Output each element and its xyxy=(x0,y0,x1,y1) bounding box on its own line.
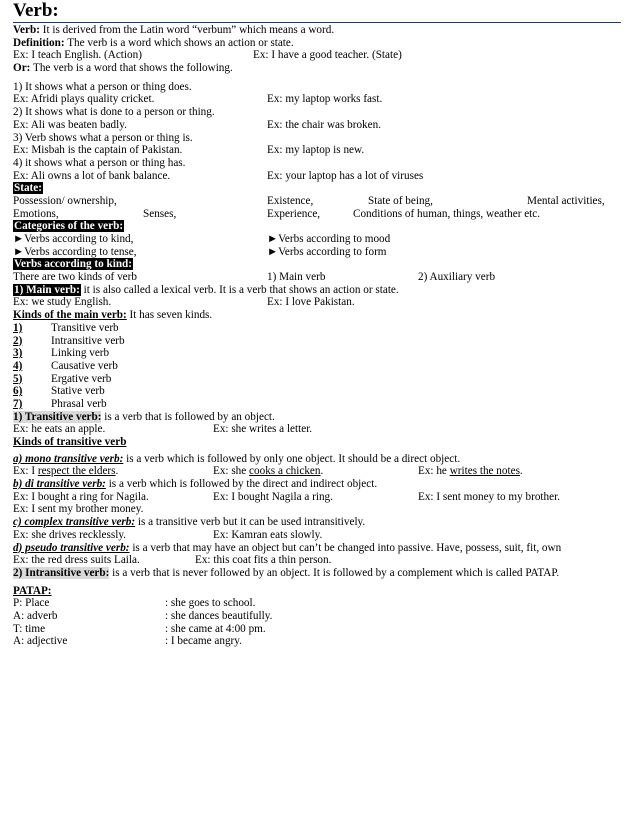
mono-transitive-text: is a verb which is followed by only one object. It should be a direct object. xyxy=(123,452,461,465)
mono-transitive-label: a) mono transitive verb: xyxy=(13,452,124,465)
di-transitive-line xyxy=(13,478,621,491)
state-item: Experience, xyxy=(267,207,321,220)
kinds-heading: Verbs according to kind: xyxy=(14,258,132,271)
patap-row xyxy=(13,623,621,636)
page-title: Verb: xyxy=(13,0,59,21)
mono-transitive-line xyxy=(13,453,621,466)
kinds-of-main-verb-text: It has seven kinds. xyxy=(126,309,213,322)
transitive-kinds-heading-line xyxy=(13,436,621,449)
example-prefix: Ex: she xyxy=(213,465,250,478)
complex-transitive-line xyxy=(13,516,621,529)
or-line xyxy=(13,62,621,75)
pseudo-transitive-label: d) pseudo transitive verb: xyxy=(13,541,130,554)
kinds-list-item xyxy=(13,398,621,411)
state-row-2 xyxy=(13,208,621,221)
example: Ex: the chair was broken. xyxy=(267,118,382,131)
kinds-of-main-verb-label: Kinds of the main verb: xyxy=(13,309,127,322)
patap-key: P: Place xyxy=(13,597,50,610)
or-text: The verb is a word that shows the following. xyxy=(30,62,233,75)
example xyxy=(213,465,323,478)
patap-row xyxy=(13,597,621,610)
kinds-intro: There are two kinds of verb xyxy=(13,271,137,284)
point-2: 2) It shows what is done to a person or thing. xyxy=(13,106,215,119)
verb-etymology-text: It is derived from the Latin word “verbum” which means a word. xyxy=(39,24,335,36)
example-underlined: respect the elders xyxy=(37,465,116,478)
example: Ex: I bought Nagila a ring. xyxy=(213,490,333,503)
kinds-heading-line xyxy=(13,258,621,271)
kinds-list-item xyxy=(13,322,621,335)
example-suffix: . xyxy=(320,465,324,478)
category-item: ►Verbs according to form xyxy=(267,245,387,258)
title-divider xyxy=(13,22,621,23)
categories-heading: Categories of the verb: xyxy=(14,220,124,233)
list-number: 4) xyxy=(13,359,23,372)
patap-value: : she dances beautifully. xyxy=(165,609,273,622)
example-state: Ex: I have a good teacher. (State) xyxy=(253,49,402,62)
list-label: Causative verb xyxy=(51,359,118,372)
example: Ex: I sent money to my brother. xyxy=(418,490,560,503)
example-prefix: Ex: I xyxy=(13,465,38,478)
categories-heading-line xyxy=(13,220,621,233)
example: Ex: I bought a ring for Nagila. xyxy=(13,490,149,503)
point-3-examples xyxy=(13,144,621,157)
pseudo-transitive-text: is a verb that may have an object but can’t be changed into passive. Have, possess, suit, fit, own xyxy=(129,541,562,554)
point-1-examples xyxy=(13,93,621,106)
transitive-kinds-heading: Kinds of transitive verb xyxy=(13,436,127,448)
patap-table xyxy=(13,597,621,648)
list-number: 7) xyxy=(13,397,23,410)
state-item: Possession/ ownership, xyxy=(13,194,117,207)
point-1: 1) It shows what a person or thing does. xyxy=(13,80,192,93)
patap-key: A: adverb xyxy=(13,609,58,622)
kinds-intro-line xyxy=(13,271,621,284)
kinds-list-item xyxy=(13,373,621,386)
patap-heading-line xyxy=(13,585,621,598)
category-item: ►Verbs according to mood xyxy=(267,233,391,245)
example-underlined: cooks a chicken xyxy=(249,465,321,478)
complex-transitive-examples xyxy=(13,529,621,542)
main-verb-label: 1) Main verb: xyxy=(14,283,80,296)
example: Ex: Misbah is the captain of Pakistan. xyxy=(13,144,183,157)
example: Ex: my laptop works fast. xyxy=(267,93,383,106)
transitive-text: is a verb that is followed by an object. xyxy=(101,410,275,423)
example: Ex: this coat fits a thin person. xyxy=(195,554,332,567)
intransitive-text: is a verb that is never followed by an object. It is followed by a complement which is called PATAP. xyxy=(109,566,560,579)
patap-heading: PATAP: xyxy=(13,584,52,597)
patap-row xyxy=(13,610,621,623)
point-4-examples xyxy=(13,170,621,183)
di-transitive-label: b) di transitive verb: xyxy=(13,478,106,491)
definition-line xyxy=(13,37,621,50)
example-underlined: writes the notes xyxy=(449,465,520,478)
definition-label: Definition: xyxy=(13,36,65,49)
state-heading: State: xyxy=(14,182,42,195)
example: Ex: she drives recklessly. xyxy=(13,528,126,541)
example: Ex: she writes a letter. xyxy=(213,423,313,436)
state-heading-line xyxy=(13,182,621,195)
patap-key: T: time xyxy=(13,622,46,635)
kinds-of-main-verb-line xyxy=(13,309,621,322)
state-row-1 xyxy=(13,195,621,208)
transitive-examples xyxy=(13,423,621,436)
state-item: Emotions, xyxy=(13,207,59,220)
example-action: Ex: I teach English. (Action) xyxy=(13,49,142,62)
patap-key: A: adjective xyxy=(13,635,68,648)
main-verb-line xyxy=(13,284,621,297)
pseudo-transitive-examples xyxy=(13,554,621,567)
definition-text: The verb is a word which shows an action or state. xyxy=(64,36,294,49)
transitive-label: 1) Transitive verb: xyxy=(13,410,102,423)
categories-row-2 xyxy=(13,246,621,259)
di-transitive-examples xyxy=(13,491,621,504)
point-3: 3) Verb shows what a person or thing is. xyxy=(13,131,193,144)
category-item: ►Verbs according to kind, xyxy=(13,233,134,245)
patap-value: : I became angry. xyxy=(165,635,242,648)
example: Ex: my laptop is new. xyxy=(267,144,365,157)
list-label: Phrasal verb xyxy=(51,397,107,410)
example: Ex: your laptop has a lot of viruses xyxy=(267,169,424,182)
kinds-list-item xyxy=(13,335,621,348)
state-item: State of being, xyxy=(368,194,433,207)
list-label: Transitive verb xyxy=(51,321,119,334)
example-suffix: . xyxy=(115,465,119,478)
document-page xyxy=(13,0,621,648)
state-item: Senses, xyxy=(143,207,177,220)
pseudo-transitive-line xyxy=(13,542,621,555)
list-label: Linking verb xyxy=(51,347,110,360)
example: Ex: Ali was beaten badly. xyxy=(13,118,127,131)
point-2-examples xyxy=(13,119,621,132)
categories-row-1 xyxy=(13,233,621,246)
kind-main: 1) Main verb xyxy=(267,271,326,284)
mono-transitive-examples xyxy=(13,465,621,478)
point-4: 4) it shows what a person or thing has. xyxy=(13,156,186,169)
verb-label: Verb: xyxy=(13,24,40,36)
definition-examples xyxy=(13,49,621,62)
example xyxy=(418,465,523,478)
state-item: Mental activities, xyxy=(527,194,605,207)
kinds-list xyxy=(13,322,621,411)
example-prefix: Ex: he xyxy=(418,465,450,478)
verb-etymology-line xyxy=(13,24,621,37)
complex-transitive-text: is a transitive verb but it can be used intransitively. xyxy=(135,516,366,529)
list-label: Ergative verb xyxy=(51,372,112,385)
di-transitive-text: is a verb which is followed by the direct and indirect object. xyxy=(105,478,378,491)
or-label: Or: xyxy=(13,62,31,75)
category-item: ►Verbs according to tense, xyxy=(13,245,137,258)
kinds-list-item xyxy=(13,385,621,398)
example: Ex: I love Pakistan. xyxy=(267,296,355,309)
patap-value: : she came at 4:00 pm. xyxy=(165,622,266,635)
state-item: Existence, xyxy=(267,194,314,207)
example: Ex: he eats an apple. xyxy=(13,423,106,436)
kind-auxiliary: 2) Auxiliary verb xyxy=(418,271,496,284)
list-label: Stative verb xyxy=(51,385,105,398)
patap-value: : she goes to school. xyxy=(165,597,256,610)
main-verb-text: it is also called a lexical verb. It is a verb that shows an action or state. xyxy=(80,283,399,296)
di-transitive-example-4: Ex: I sent my brother money. xyxy=(13,503,144,516)
kinds-list-item xyxy=(13,347,621,360)
example: Ex: Afridi plays quality cricket. xyxy=(13,93,155,106)
list-number: 6) xyxy=(13,385,23,398)
patap-row xyxy=(13,635,621,648)
transitive-line xyxy=(13,411,621,424)
intransitive-line xyxy=(13,567,621,580)
example: Ex: Kamran eats slowly. xyxy=(213,528,323,541)
example: Ex: we study English. xyxy=(13,296,112,309)
example: Ex: the red dress suits Laila. xyxy=(13,554,140,567)
list-number: 1) xyxy=(13,321,23,334)
list-label: Intransitive verb xyxy=(51,334,125,347)
list-number: 3) xyxy=(13,347,23,360)
intransitive-label: 2) Intransitive verb: xyxy=(13,566,110,579)
example: Ex: Ali owns a lot of bank balance. xyxy=(13,169,171,182)
example xyxy=(13,465,118,478)
list-number: 5) xyxy=(13,372,23,385)
list-number: 2) xyxy=(13,334,23,347)
complex-transitive-label: c) complex transitive verb: xyxy=(13,516,136,529)
main-verb-examples xyxy=(13,296,621,309)
example-suffix: . xyxy=(519,465,523,478)
state-item: Conditions of human, things, weather etc. xyxy=(353,207,541,220)
kinds-list-item xyxy=(13,360,621,373)
